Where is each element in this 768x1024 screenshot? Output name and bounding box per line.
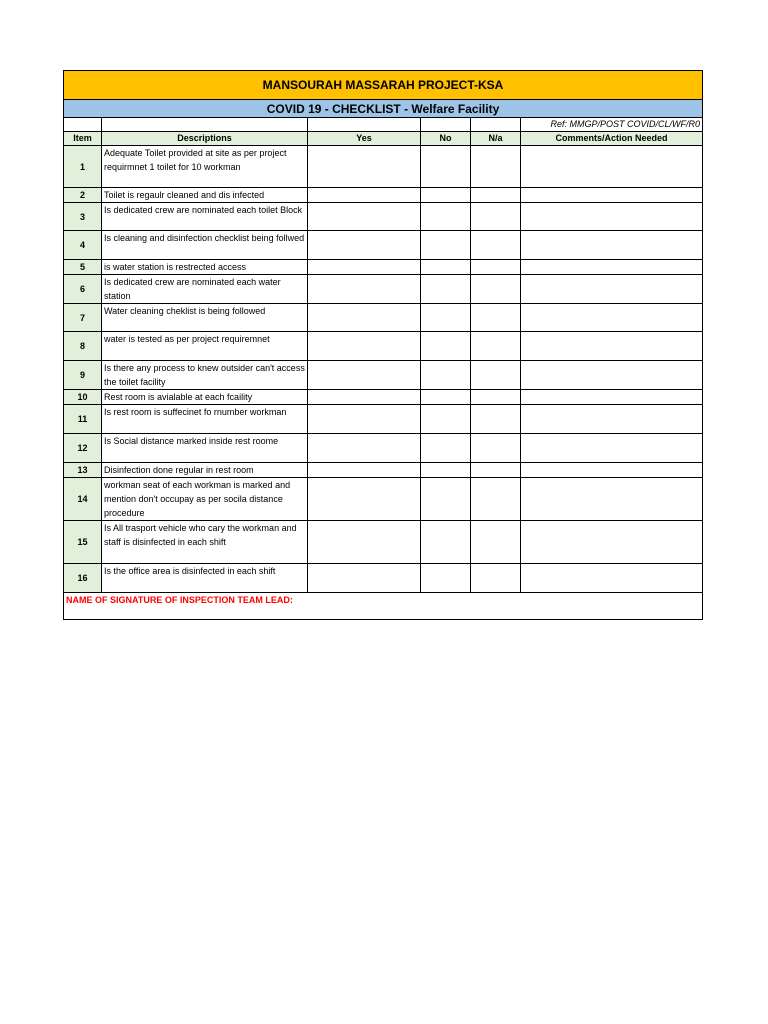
na-cell[interactable] — [471, 304, 521, 332]
yes-cell[interactable] — [308, 434, 421, 463]
yes-cell[interactable] — [308, 390, 421, 405]
table-row — [64, 275, 703, 304]
item-description: Rest room is avialable at each fcaility — [102, 390, 308, 405]
table-row — [64, 361, 703, 390]
checklist-table — [63, 70, 703, 620]
table-row — [64, 405, 703, 434]
project-title: MANSOURAH MASSARAH PROJECT-KSA — [64, 71, 703, 100]
yes-cell[interactable] — [308, 188, 421, 203]
na-cell[interactable] — [471, 275, 521, 304]
na-cell[interactable] — [471, 564, 521, 593]
no-cell[interactable] — [421, 405, 471, 434]
no-cell[interactable] — [421, 463, 471, 478]
header-comments: Comments/Action Needed — [521, 132, 703, 146]
item-description: Is cleaning and disinfection checklist being follwed — [102, 231, 308, 260]
item-number: 6 — [64, 275, 102, 304]
reference-code: Ref: MMGP/POST COVID/CL/WF/R0 — [521, 118, 703, 132]
item-number: 12 — [64, 434, 102, 463]
item-description: workman seat of each workman is marked and mention don't occupay as per socila distance procedure — [102, 478, 308, 521]
item-number: 15 — [64, 521, 102, 564]
table-row — [64, 260, 703, 275]
yes-cell[interactable] — [308, 478, 421, 521]
no-cell[interactable] — [421, 390, 471, 405]
no-cell[interactable] — [421, 260, 471, 275]
table-row — [64, 478, 703, 521]
no-cell[interactable] — [421, 203, 471, 231]
table-row — [64, 231, 703, 260]
comments-cell[interactable] — [521, 521, 703, 564]
no-cell[interactable] — [421, 146, 471, 188]
no-cell[interactable] — [421, 521, 471, 564]
table-row — [64, 304, 703, 332]
na-cell[interactable] — [471, 361, 521, 390]
comments-cell[interactable] — [521, 231, 703, 260]
comments-cell[interactable] — [521, 390, 703, 405]
item-number: 13 — [64, 463, 102, 478]
comments-cell[interactable] — [521, 463, 703, 478]
item-description: Is there any process to knew outsider can't access the toilet facility — [102, 361, 308, 390]
comments-cell[interactable] — [521, 478, 703, 521]
na-cell[interactable] — [471, 332, 521, 361]
na-cell[interactable] — [471, 231, 521, 260]
ref-blank-cell — [102, 118, 308, 132]
signature-line: NAME OF SIGNATURE OF INSPECTION TEAM LEAD: — [64, 593, 703, 620]
item-description: Adequate Toilet provided at site as per project requirmnet 1 toilet for 10 workman — [102, 146, 308, 188]
no-cell[interactable] — [421, 434, 471, 463]
table-row — [64, 332, 703, 361]
item-description: Water cleaning cheklist is being followed — [102, 304, 308, 332]
item-number: 1 — [64, 146, 102, 188]
item-number: 16 — [64, 564, 102, 593]
comments-cell[interactable] — [521, 260, 703, 275]
comments-cell[interactable] — [521, 146, 703, 188]
item-description: Toilet is regaulr cleaned and dis infected — [102, 188, 308, 203]
table-row — [64, 463, 703, 478]
header-na: N/a — [471, 132, 521, 146]
checklist-sheet — [63, 70, 702, 620]
comments-cell[interactable] — [521, 405, 703, 434]
table-row — [64, 146, 703, 188]
item-number: 2 — [64, 188, 102, 203]
item-number: 4 — [64, 231, 102, 260]
header-descriptions: Descriptions — [102, 132, 308, 146]
yes-cell[interactable] — [308, 521, 421, 564]
ref-blank-cell — [64, 118, 102, 132]
yes-cell[interactable] — [308, 564, 421, 593]
na-cell[interactable] — [471, 146, 521, 188]
na-cell[interactable] — [471, 203, 521, 231]
no-cell[interactable] — [421, 231, 471, 260]
item-description: Is dedicated crew are nominated each toilet Block — [102, 203, 308, 231]
item-description: Is rest room is suffecinet fo rnumber workman — [102, 405, 308, 434]
yes-cell[interactable] — [308, 332, 421, 361]
item-number: 7 — [64, 304, 102, 332]
item-description: Disinfection done regular in rest room — [102, 463, 308, 478]
table-row — [64, 564, 703, 593]
item-number: 5 — [64, 260, 102, 275]
na-cell[interactable] — [471, 390, 521, 405]
comments-cell[interactable] — [521, 203, 703, 231]
na-cell[interactable] — [471, 260, 521, 275]
no-cell[interactable] — [421, 564, 471, 593]
table-row — [64, 188, 703, 203]
comments-cell[interactable] — [521, 434, 703, 463]
table-row — [64, 390, 703, 405]
item-description: is water station is restrected access — [102, 260, 308, 275]
na-cell[interactable] — [471, 463, 521, 478]
na-cell[interactable] — [471, 188, 521, 203]
table-row — [64, 434, 703, 463]
no-cell[interactable] — [421, 361, 471, 390]
item-description: Is All trasport vehicle who cary the workman and staff is disinfected in each shift — [102, 521, 308, 564]
table-row — [64, 521, 703, 564]
yes-cell[interactable] — [308, 275, 421, 304]
comments-cell[interactable] — [521, 275, 703, 304]
table-row — [64, 203, 703, 231]
header-row — [64, 132, 703, 146]
item-number: 11 — [64, 405, 102, 434]
checklist-subtitle: COVID 19 - CHECKLIST - Welfare Facility — [64, 100, 703, 118]
comments-cell[interactable] — [521, 361, 703, 390]
na-cell[interactable] — [471, 521, 521, 564]
no-cell[interactable] — [421, 188, 471, 203]
comments-cell[interactable] — [521, 188, 703, 203]
comments-cell[interactable] — [521, 332, 703, 361]
item-number: 8 — [64, 332, 102, 361]
header-no: No — [421, 132, 471, 146]
item-description: Is dedicated crew are nominated each water station — [102, 275, 308, 304]
yes-cell[interactable] — [308, 231, 421, 260]
ref-blank-cell — [471, 118, 521, 132]
item-description: Is Social distance marked inside rest roome — [102, 434, 308, 463]
comments-cell[interactable] — [521, 564, 703, 593]
header-yes: Yes — [308, 132, 421, 146]
yes-cell[interactable] — [308, 304, 421, 332]
yes-cell[interactable] — [308, 361, 421, 390]
item-description: water is tested as per project requiremnet — [102, 332, 308, 361]
yes-cell[interactable] — [308, 146, 421, 188]
ref-blank-cell — [421, 118, 471, 132]
yes-cell[interactable] — [308, 405, 421, 434]
header-item: Item — [64, 132, 102, 146]
item-number: 10 — [64, 390, 102, 405]
na-cell[interactable] — [471, 405, 521, 434]
item-number: 9 — [64, 361, 102, 390]
ref-blank-cell — [308, 118, 421, 132]
item-number: 3 — [64, 203, 102, 231]
yes-cell[interactable] — [308, 463, 421, 478]
comments-cell[interactable] — [521, 304, 703, 332]
item-number: 14 — [64, 478, 102, 521]
item-description: Is the office area is disinfected in each shift — [102, 564, 308, 593]
yes-cell[interactable] — [308, 203, 421, 231]
no-cell[interactable] — [421, 332, 471, 361]
no-cell[interactable] — [421, 304, 471, 332]
na-cell[interactable] — [471, 478, 521, 521]
no-cell[interactable] — [421, 478, 471, 521]
na-cell[interactable] — [471, 434, 521, 463]
no-cell[interactable] — [421, 275, 471, 304]
yes-cell[interactable] — [308, 260, 421, 275]
